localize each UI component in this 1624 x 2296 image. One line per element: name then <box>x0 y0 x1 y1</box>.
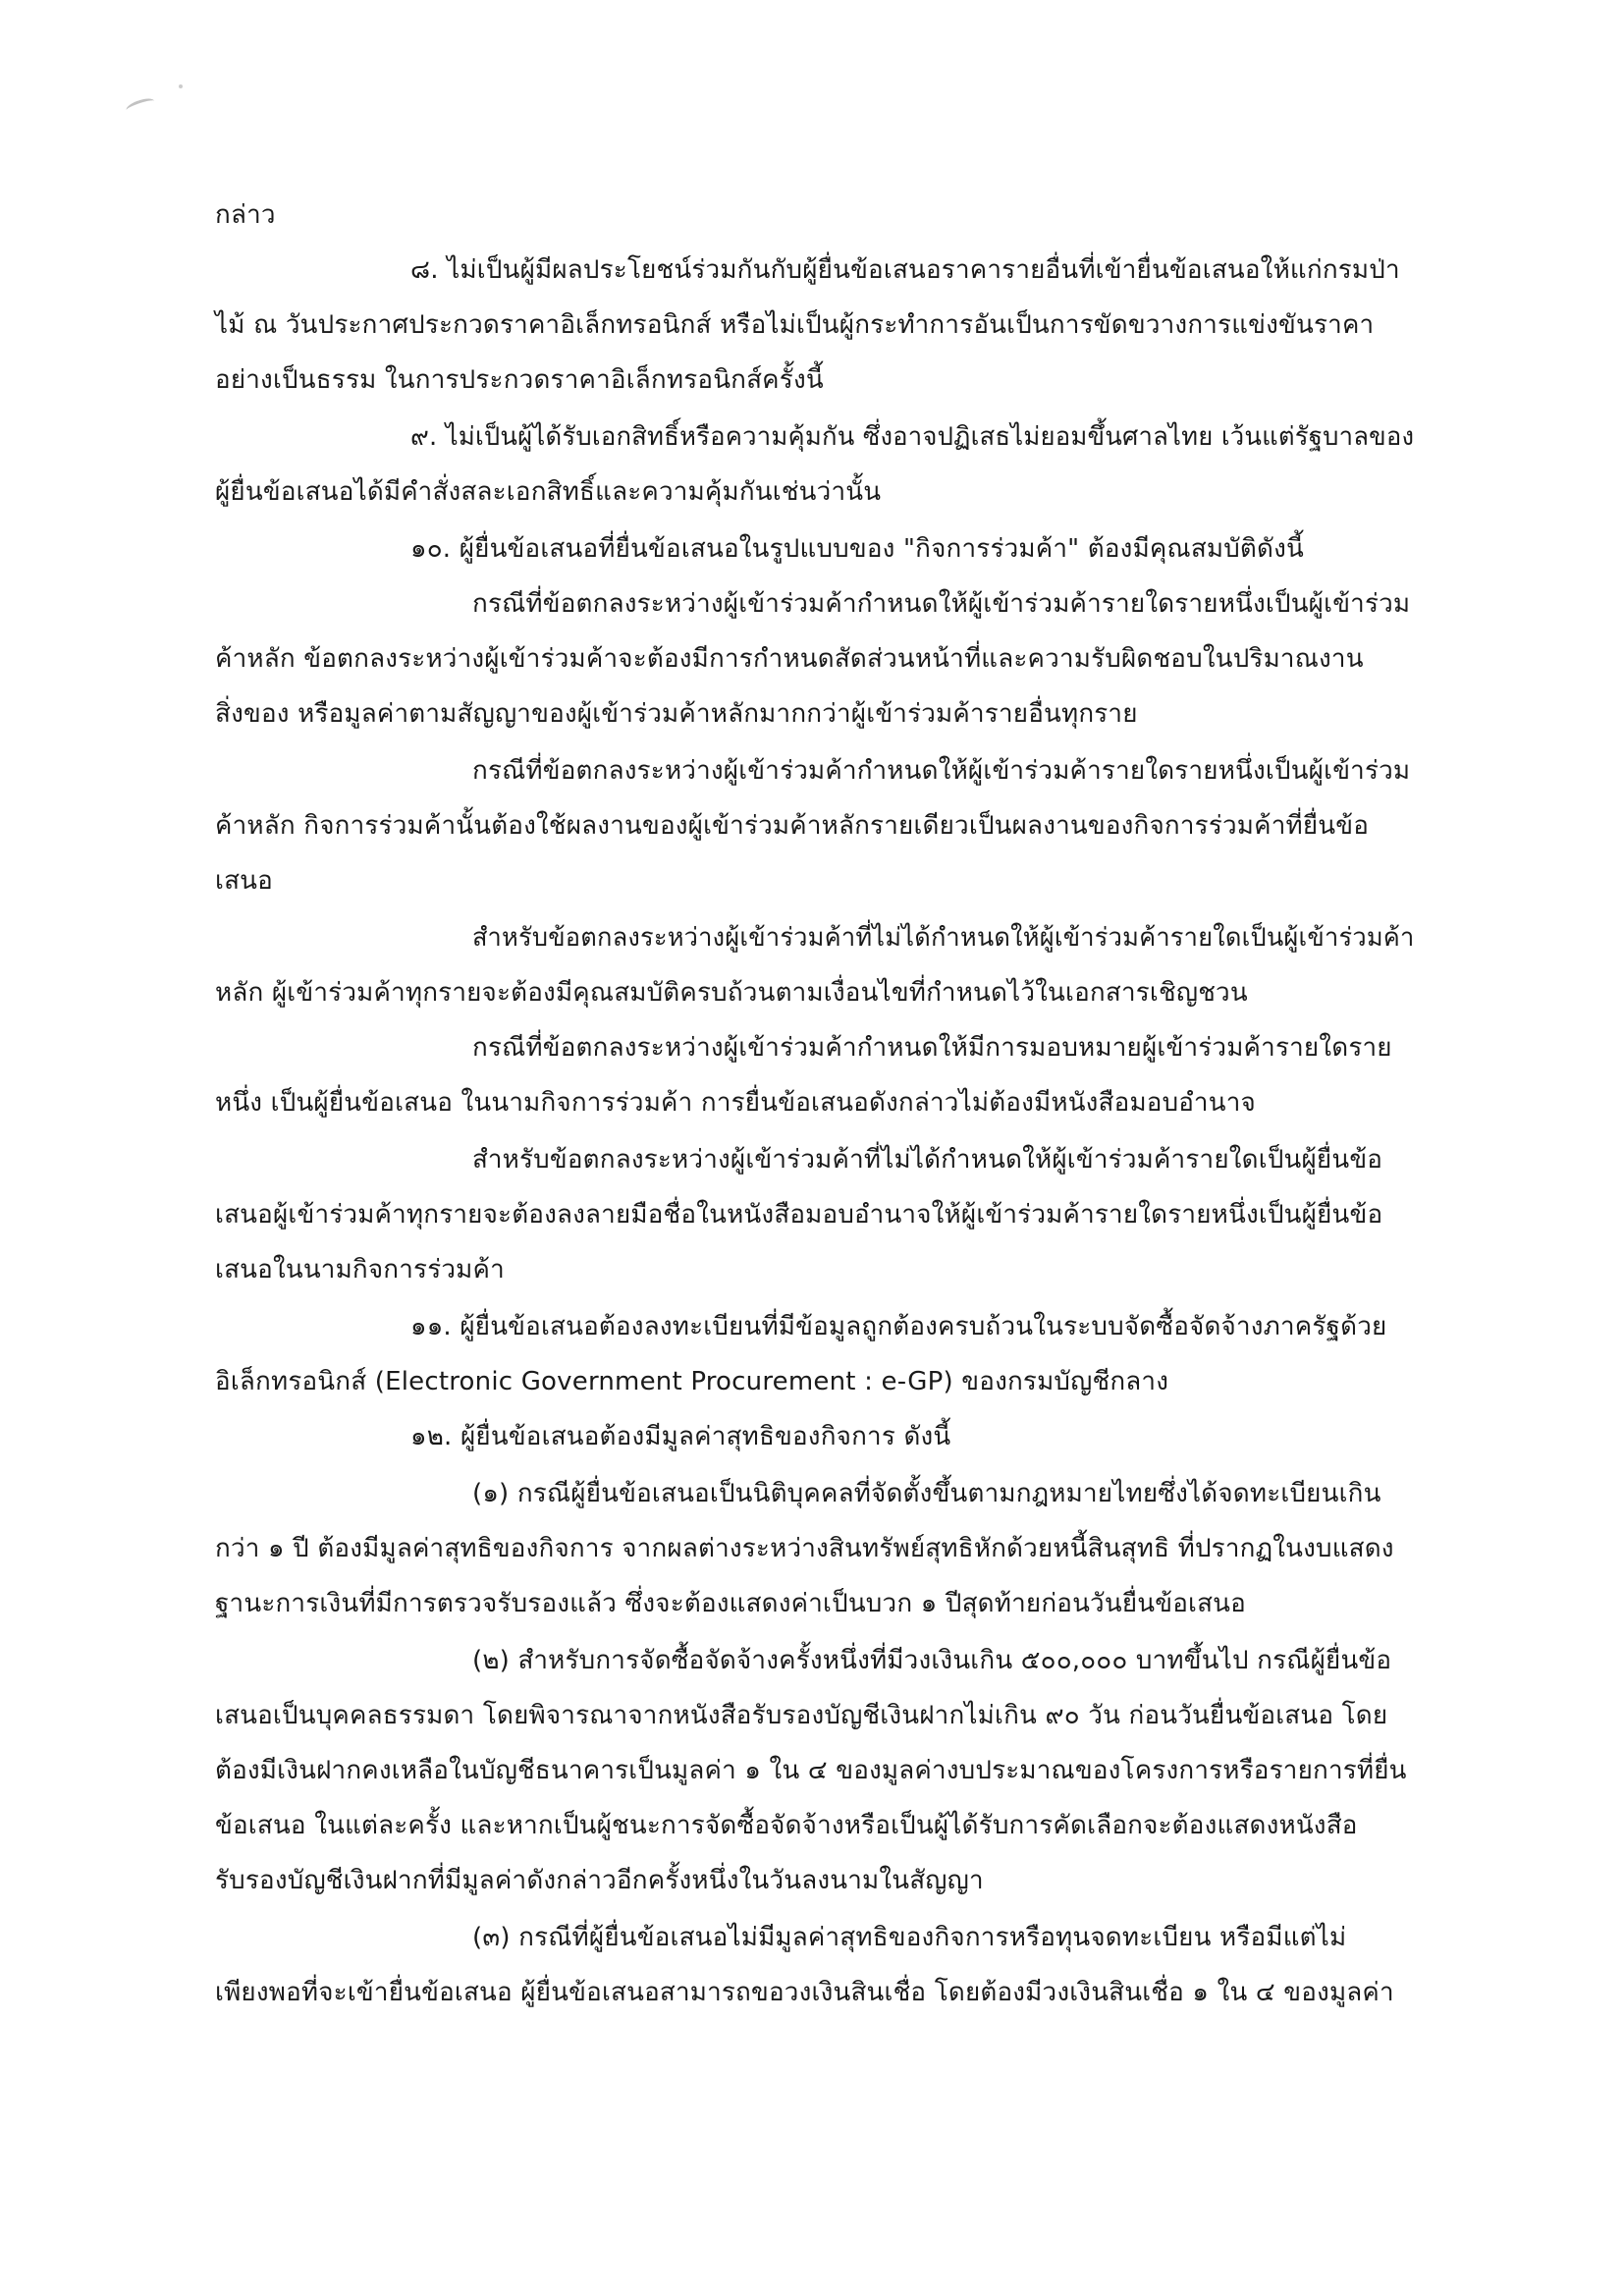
text-line: ข้อเสนอ ในแต่ละครั้ง และหากเป็นผู้ชนะการจัดซื้อจัดจ้างหรือเป็นผู้ได้รับการคัดเลือกจะต้องแสดงหนังสือ <box>215 1811 1358 1840</box>
text-line: ไม้ ณ วันประกาศประกวดราคาอิเล็กทรอนิกส์ หรือไม่เป็นผู้กระทำการอันเป็นการขัดขวางการแข่งขันราคา <box>215 310 1375 340</box>
text-line: กรณีที่ข้อตกลงระหว่างผู้เข้าร่วมค้ากำหนดให้ผู้เข้าร่วมค้ารายใดรายหนึ่งเป็นผู้เข้าร่วม <box>472 589 1411 619</box>
text-line: เพียงพอที่จะเข้ายื่นข้อเสนอ ผู้ยื่นข้อเสนอสามารถขอวงเงินสินเชื่อ โดยต้องมีวงเงินสินเชื่อ ๑ ใน ๔ ของมูลค่า <box>215 1978 1394 2007</box>
text-line: กรณีที่ข้อตกลงระหว่างผู้เข้าร่วมค้ากำหนดให้ผู้เข้าร่วมค้ารายใดรายหนึ่งเป็นผู้เข้าร่วม <box>472 756 1411 786</box>
text-line: ๘. ไม่เป็นผู้มีผลประโยชน์ร่วมกันกับผู้ยื่นข้อเสนอราคารายอื่นที่เข้ายื่นข้อเสนอให้แก่กรมป่า <box>410 255 1400 285</box>
text-line: อย่างเป็นธรรม ในการประกวดราคาอิเล็กทรอนิกส์ครั้งนี้ <box>215 365 824 395</box>
text-line: เสนอ <box>215 866 273 896</box>
text-line: อิเล็กทรอนิกส์ (Electronic Government Procurement : e-GP) ของกรมบัญชีกลาง <box>215 1367 1169 1396</box>
text-line: เสนอเป็นบุคคลธรรมดา โดยพิจารณาจากหนังสือรับรองบัญชีเงินฝากไม่เกิน ๙๐ วัน ก่อนวันยื่นข้อเสนอ โดย <box>215 1701 1388 1730</box>
text-line: ผู้ยื่นข้อเสนอได้มีคำสั่งสละเอกสิทธิ์และความคุ้มกันเช่นว่านั้น <box>215 477 882 507</box>
text-line: สิ่งของ หรือมูลค่าตามสัญญาของผู้เข้าร่วมค้าหลักมากกว่าผู้เข้าร่วมค้ารายอื่นทุกราย <box>215 699 1138 729</box>
text-line: (๑) กรณีผู้ยื่นข้อเสนอเป็นนิติบุคคลที่จัดตั้งขึ้นตามกฎหมายไทยซึ่งได้จดทะเบียนเกิน <box>472 1479 1381 1508</box>
text-line: ฐานะการเงินที่มีการตรวจรับรองแล้ว ซึ่งจะต้องแสดงค่าเป็นบวก ๑ ปีสุดท้ายก่อนวันยื่นข้อเสนอ <box>215 1589 1246 1618</box>
text-line: สำหรับข้อตกลงระหว่างผู้เข้าร่วมค้าที่ไม่ได้กำหนดให้ผู้เข้าร่วมค้ารายใดเป็นผู้เข้าร่วมค้า <box>472 923 1415 953</box>
text-line: เสนอผู้เข้าร่วมค้าทุกรายจะต้องลงลายมือชื่อในหนังสือมอบอำนาจให้ผู้เข้าร่วมค้ารายใดรายหนึ่งเป็นผู้ยื่นข้อ <box>215 1200 1383 1230</box>
text-line: ๑๑. ผู้ยื่นข้อเสนอต้องลงทะเบียนที่มีข้อมูลถูกต้องครบถ้วนในระบบจัดซื้อจัดจ้างภาครัฐด้วย <box>410 1312 1387 1341</box>
text-line: หลัก ผู้เข้าร่วมค้าทุกรายจะต้องมีคุณสมบัติครบถ้วนตามเงื่อนไขที่กำหนดไว้ในเอกสารเชิญชวน <box>215 978 1248 1008</box>
scan-mark <box>125 96 156 116</box>
text-line: สำหรับข้อตกลงระหว่างผู้เข้าร่วมค้าที่ไม่ได้กำหนดให้ผู้เข้าร่วมค้ารายใดเป็นผู้ยื่นข้อ <box>472 1145 1383 1175</box>
text-line: (๒) สำหรับการจัดซื้อจัดจ้างครั้งหนึ่งที่มีวงเงินเกิน ๕๐๐,๐๐๐ บาทขึ้นไป กรณีผู้ยื่นข้อ <box>472 1646 1392 1675</box>
text-line: กรณีที่ข้อตกลงระหว่างผู้เข้าร่วมค้ากำหนดให้มีการมอบหมายผู้เข้าร่วมค้ารายใดราย <box>472 1033 1392 1063</box>
text-line: เสนอในนามกิจการร่วมค้า <box>215 1255 505 1285</box>
text-line: หนึ่ง เป็นผู้ยื่นข้อเสนอ ในนามกิจการร่วมค้า การยื่นข้อเสนอดังกล่าวไม่ต้องมีหนังสือมอบอำนาจ <box>215 1088 1256 1118</box>
text-line: ต้องมีเงินฝากคงเหลือในบัญชีธนาคารเป็นมูลค่า ๑ ใน ๔ ของมูลค่างบประมาณของโครงการหรือรายการที่ยื่น <box>215 1756 1407 1785</box>
text-line: (๓) กรณีที่ผู้ยื่นข้อเสนอไม่มีมูลค่าสุทธิของกิจการหรือทุนจดทะเบียน หรือมีแต่ไม่ <box>472 1923 1347 1952</box>
text-line: ค้าหลัก ข้อตกลงระหว่างผู้เข้าร่วมค้าจะต้องมีการกำหนดสัดส่วนหน้าที่และความรับผิดชอบในปริมาณงาน <box>215 644 1364 674</box>
text-line: ๑๐. ผู้ยื่นข้อเสนอที่ยื่นข้อเสนอในรูปแบบของ "กิจการร่วมค้า" ต้องมีคุณสมบัติดังนี้ <box>410 534 1304 564</box>
text-line: ๙. ไม่เป็นผู้ได้รับเอกสิทธิ์หรือความคุ้มกัน ซึ่งอาจปฏิเสธไม่ยอมขึ้นศาลไทย เว้นแต่รัฐบาลของ <box>410 422 1415 452</box>
text-line: ค้าหลัก กิจการร่วมค้านั้นต้องใช้ผลงานของผู้เข้าร่วมค้าหลักรายเดียวเป็นผลงานของกิจการร่วมค้าที่ยื่นข้อ <box>215 811 1370 841</box>
text-line: รับรองบัญชีเงินฝากที่มีมูลค่าดังกล่าวอีกครั้งหนึ่งในวันลงนามในสัญญา <box>215 1866 984 1895</box>
text-line: ๑๒. ผู้ยื่นข้อเสนอต้องมีมูลค่าสุทธิของกิจการ ดังนี้ <box>410 1422 951 1451</box>
text-line: กว่า ๑ ปี ต้องมีมูลค่าสุทธิของกิจการ จากผลต่างระหว่างสินทรัพย์สุทธิหักด้วยหนี้สินสุทธิ ที่ปรากฏในงบแสดง <box>215 1534 1394 1563</box>
scan-dot <box>179 84 183 88</box>
text-line: กล่าว <box>215 200 276 230</box>
